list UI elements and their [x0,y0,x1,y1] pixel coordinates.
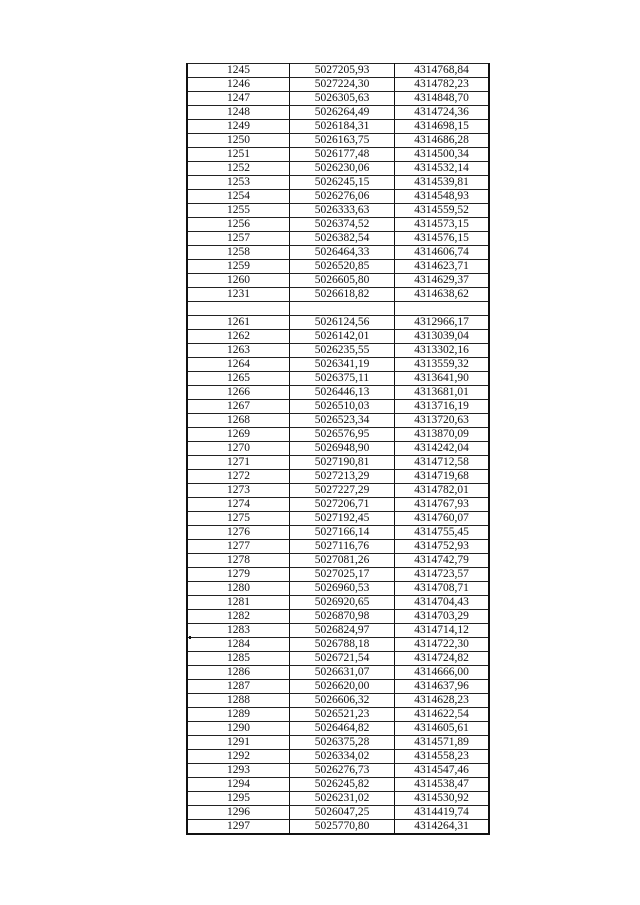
x-coordinate-cell: 5026341,19 [290,358,395,372]
x-coordinate-cell: 5026605,80 [290,274,395,288]
point-number-cell: 1277 [187,540,290,554]
x-coordinate-cell: 5026177,48 [290,148,395,162]
point-number-cell: 1279 [187,568,290,582]
y-coordinate-cell: 4313559,32 [395,358,490,372]
table-row [187,806,489,820]
point-number-cell: 1258 [187,246,290,260]
y-coordinate-cell: 4314548,93 [395,190,490,204]
y-coordinate-cell: 4314723,57 [395,568,490,582]
x-coordinate-cell: 5026446,13 [290,386,395,400]
point-number-cell: 1288 [187,694,290,708]
x-coordinate-cell: 5027166,14 [290,526,395,540]
point-number-cell: 1291 [187,736,290,750]
point-number-cell: 1285 [187,652,290,666]
x-coordinate-cell: 5027206,71 [290,498,395,512]
point-number-cell: 1262 [187,330,290,344]
y-coordinate-cell: 4314698,15 [395,120,490,134]
point-number-cell: 1294 [187,778,290,792]
x-coordinate-cell: 5026870,98 [290,610,395,624]
x-coordinate-cell: 5026231,02 [290,792,395,806]
table-row [187,540,489,554]
y-coordinate-cell: 4314419,74 [395,806,490,820]
x-coordinate-cell: 5026464,82 [290,722,395,736]
point-number-cell: 1259 [187,260,290,274]
point-number-cell: 1290 [187,722,290,736]
table-row [187,358,489,372]
x-coordinate-cell: 5026276,73 [290,764,395,778]
point-number-cell: 1281 [187,596,290,610]
point-number-cell: 1295 [187,792,290,806]
table-row [187,106,489,120]
y-coordinate-cell: 4313039,04 [395,330,490,344]
table-row [187,498,489,512]
table-row [187,190,489,204]
point-number-cell: 1266 [187,386,290,400]
coordinates-table-body [187,64,489,835]
point-number-cell: 1287 [187,680,290,694]
table-row [187,736,489,750]
y-coordinate-cell: 4314623,71 [395,260,490,274]
table-row [187,638,489,652]
x-coordinate-cell: 5027227,29 [290,484,395,498]
y-coordinate-cell: 4314576,15 [395,232,490,246]
x-coordinate-cell: 5026948,90 [290,442,395,456]
y-coordinate-cell: 4313302,16 [395,344,490,358]
point-number-cell: 1245 [187,64,290,78]
point-number-cell: 1247 [187,92,290,106]
point-number-cell: 1269 [187,428,290,442]
point-number-cell: 1272 [187,470,290,484]
table-row [187,708,489,722]
x-coordinate-cell: 5027224,30 [290,78,395,92]
table-row [187,400,489,414]
x-coordinate-cell: 5026142,01 [290,330,395,344]
table-row [187,792,489,806]
point-number-cell: 1231 [187,288,290,302]
y-coordinate-cell: 4314666,00 [395,666,490,680]
x-coordinate-cell: 5027192,45 [290,512,395,526]
y-coordinate-cell: 4314760,07 [395,512,490,526]
y-coordinate-cell: 4314637,96 [395,680,490,694]
point-number-cell: 1261 [187,316,290,330]
x-coordinate-cell: 5026960,53 [290,582,395,596]
x-coordinate-cell: 5026576,95 [290,428,395,442]
table-row [187,512,489,526]
x-coordinate-cell: 5026184,31 [290,120,395,134]
point-number-cell: 1276 [187,526,290,540]
point-number-cell: 1275 [187,512,290,526]
point-number-cell: 1293 [187,764,290,778]
table-row [187,554,489,568]
table-row [187,484,489,498]
point-number-cell: 1256 [187,218,290,232]
y-coordinate-cell: 4314712,58 [395,456,490,470]
table-row [187,176,489,190]
y-coordinate-cell: 4314724,36 [395,106,490,120]
table-row-empty [187,302,489,316]
y-coordinate-cell: 4314559,52 [395,204,490,218]
x-coordinate-cell: 5026333,63 [290,204,395,218]
y-coordinate-cell: 4314686,28 [395,134,490,148]
point-number-cell: 1267 [187,400,290,414]
point-number-cell [187,302,290,316]
point-number-cell: 1251 [187,148,290,162]
point-number-cell: 1254 [187,190,290,204]
point-number-cell: 1248 [187,106,290,120]
table-row [187,120,489,134]
x-coordinate-cell: 5027190,81 [290,456,395,470]
point-number-cell: 1278 [187,554,290,568]
y-coordinate-cell: 4314558,23 [395,750,490,764]
y-coordinate-cell: 4314714,12 [395,624,490,638]
y-coordinate-cell: 4314606,74 [395,246,490,260]
table-row [187,470,489,484]
y-coordinate-cell: 4314530,92 [395,792,490,806]
table-row [187,680,489,694]
stray-dot-mark [189,636,191,639]
y-coordinate-cell: 4314782,23 [395,78,490,92]
x-coordinate-cell [290,302,395,316]
table-row [187,764,489,778]
table-row [187,694,489,708]
y-coordinate-cell: 4314539,81 [395,176,490,190]
table-row [187,568,489,582]
table-row [187,64,489,78]
y-coordinate-cell: 4314719,68 [395,470,490,484]
table-row [187,428,489,442]
point-number-cell: 1246 [187,78,290,92]
table-row [187,92,489,106]
y-coordinate-cell: 4313681,01 [395,386,490,400]
point-number-cell: 1264 [187,358,290,372]
x-coordinate-cell: 5026382,54 [290,232,395,246]
point-number-cell: 1292 [187,750,290,764]
table-row [187,78,489,92]
point-number-cell: 1283 [187,624,290,638]
y-coordinate-cell [395,302,490,316]
table-row [187,666,489,680]
x-coordinate-cell: 5026464,33 [290,246,395,260]
y-coordinate-cell: 4314704,43 [395,596,490,610]
x-coordinate-cell: 5026631,07 [290,666,395,680]
table-row [187,218,489,232]
y-coordinate-cell: 4314767,93 [395,498,490,512]
point-number-cell: 1273 [187,484,290,498]
y-coordinate-cell: 4314622,54 [395,708,490,722]
table-row [187,162,489,176]
y-coordinate-cell: 4312966,17 [395,316,490,330]
y-coordinate-cell: 4313641,90 [395,372,490,386]
y-coordinate-cell: 4314628,23 [395,694,490,708]
x-coordinate-cell: 5027116,76 [290,540,395,554]
x-coordinate-cell: 5026620,00 [290,680,395,694]
table-row [187,316,489,330]
y-coordinate-cell: 4314708,71 [395,582,490,596]
x-coordinate-cell: 5027025,17 [290,568,395,582]
x-coordinate-cell: 5026606,32 [290,694,395,708]
point-number-cell: 1249 [187,120,290,134]
point-number-cell: 1297 [187,820,290,835]
x-coordinate-cell: 5026264,49 [290,106,395,120]
point-number-cell: 1250 [187,134,290,148]
table-row [187,274,489,288]
x-coordinate-cell: 5026788,18 [290,638,395,652]
point-number-cell: 1274 [187,498,290,512]
table-row [187,386,489,400]
y-coordinate-cell: 4313716,19 [395,400,490,414]
x-coordinate-cell: 5026374,52 [290,218,395,232]
x-coordinate-cell: 5026276,06 [290,190,395,204]
x-coordinate-cell: 5026305,63 [290,92,395,106]
y-coordinate-cell: 4314768,84 [395,64,490,78]
table-row [187,778,489,792]
x-coordinate-cell: 5026523,34 [290,414,395,428]
table-row [187,232,489,246]
y-coordinate-cell: 4314724,82 [395,652,490,666]
point-number-cell: 1282 [187,610,290,624]
y-coordinate-cell: 4314755,45 [395,526,490,540]
table-row [187,722,489,736]
y-coordinate-cell: 4314848,70 [395,92,490,106]
y-coordinate-cell: 4314532,14 [395,162,490,176]
point-number-cell: 1253 [187,176,290,190]
table-row [187,750,489,764]
table-row [187,148,489,162]
y-coordinate-cell: 4314629,37 [395,274,490,288]
x-coordinate-cell: 5026920,65 [290,596,395,610]
y-coordinate-cell: 4314722,30 [395,638,490,652]
table-row [187,624,489,638]
table-row [187,526,489,540]
x-coordinate-cell: 5026618,82 [290,288,395,302]
y-coordinate-cell: 4314782,01 [395,484,490,498]
point-number-cell: 1284 [187,638,290,652]
x-coordinate-cell: 5026124,56 [290,316,395,330]
x-coordinate-cell: 5026245,15 [290,176,395,190]
table-row [187,582,489,596]
point-number-cell: 1252 [187,162,290,176]
x-coordinate-cell: 5026230,06 [290,162,395,176]
table-row [187,414,489,428]
y-coordinate-cell: 4313720,63 [395,414,490,428]
table-row [187,820,489,835]
table-row [187,344,489,358]
y-coordinate-cell: 4314605,61 [395,722,490,736]
point-number-cell: 1268 [187,414,290,428]
y-coordinate-cell: 4314752,93 [395,540,490,554]
y-coordinate-cell: 4314242,04 [395,442,490,456]
x-coordinate-cell: 5027213,29 [290,470,395,484]
x-coordinate-cell: 5026334,02 [290,750,395,764]
x-coordinate-cell: 5026510,03 [290,400,395,414]
y-coordinate-cell: 4314703,29 [395,610,490,624]
x-coordinate-cell: 5026245,82 [290,778,395,792]
table-row [187,246,489,260]
point-number-cell: 1263 [187,344,290,358]
point-number-cell: 1280 [187,582,290,596]
table-row [187,288,489,302]
y-coordinate-cell: 4314538,47 [395,778,490,792]
y-coordinate-cell: 4314571,89 [395,736,490,750]
coordinates-table [186,63,490,835]
x-coordinate-cell: 5026721,54 [290,652,395,666]
table-row [187,610,489,624]
point-number-cell: 1260 [187,274,290,288]
x-coordinate-cell: 5026520,85 [290,260,395,274]
x-coordinate-cell: 5026375,28 [290,736,395,750]
x-coordinate-cell: 5026375,11 [290,372,395,386]
point-number-cell: 1296 [187,806,290,820]
y-coordinate-cell: 4314264,31 [395,820,490,835]
point-number-cell: 1289 [187,708,290,722]
y-coordinate-cell: 4314547,46 [395,764,490,778]
x-coordinate-cell: 5027205,93 [290,64,395,78]
x-coordinate-cell: 5027081,26 [290,554,395,568]
table-row [187,330,489,344]
point-number-cell: 1265 [187,372,290,386]
x-coordinate-cell: 5026824,97 [290,624,395,638]
point-number-cell: 1257 [187,232,290,246]
point-number-cell: 1271 [187,456,290,470]
point-number-cell: 1286 [187,666,290,680]
y-coordinate-cell: 4314742,79 [395,554,490,568]
table-row [187,204,489,218]
table-row [187,372,489,386]
x-coordinate-cell: 5026521,23 [290,708,395,722]
table-row [187,260,489,274]
point-number-cell: 1270 [187,442,290,456]
table-row [187,134,489,148]
y-coordinate-cell: 4314638,62 [395,288,490,302]
point-number-cell: 1255 [187,204,290,218]
x-coordinate-cell: 5025770,80 [290,820,395,835]
table-row [187,652,489,666]
x-coordinate-cell: 5026163,75 [290,134,395,148]
y-coordinate-cell: 4314500,34 [395,148,490,162]
table-row [187,596,489,610]
table-row [187,442,489,456]
x-coordinate-cell: 5026235,55 [290,344,395,358]
y-coordinate-cell: 4313870,09 [395,428,490,442]
table-row [187,456,489,470]
x-coordinate-cell: 5026047,25 [290,806,395,820]
y-coordinate-cell: 4314573,15 [395,218,490,232]
